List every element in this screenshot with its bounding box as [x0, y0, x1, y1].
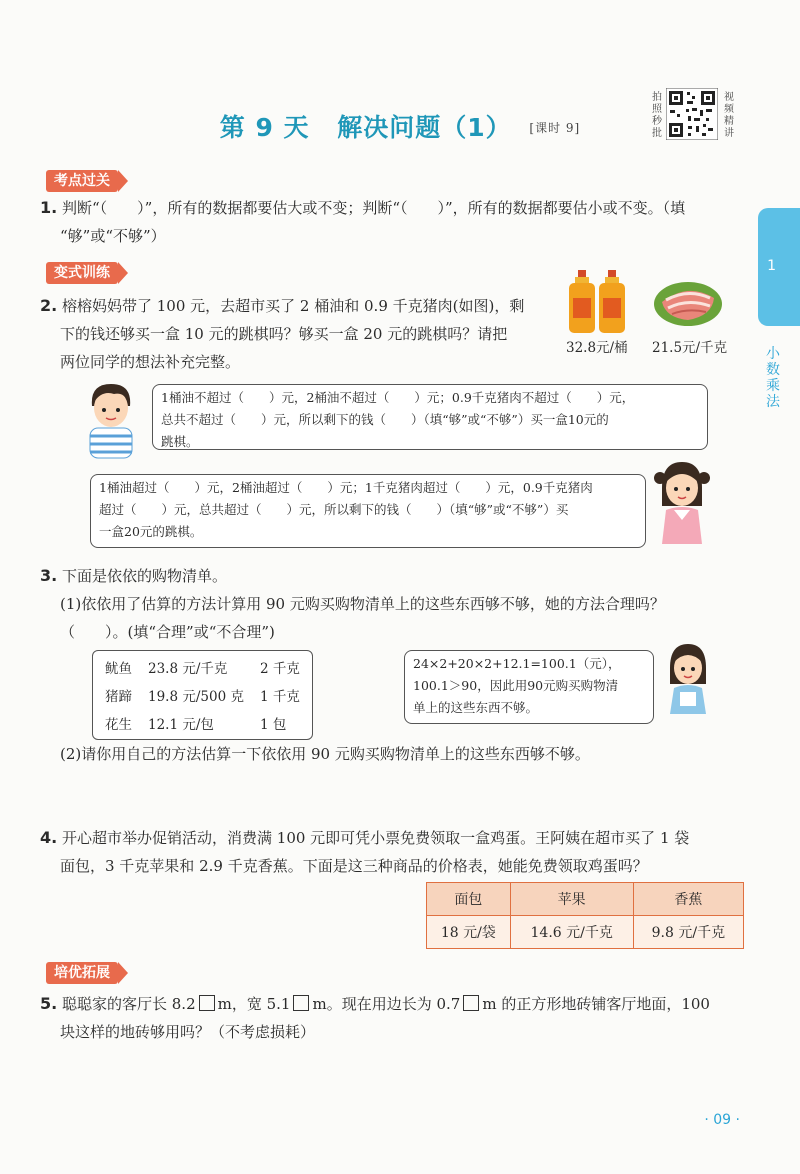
header-cell: 香蕉	[633, 883, 743, 916]
bubble-line: 总共不超过（ ）元，所以剩下的钱（ ）（填“够”或“不够”）买一盒10元的	[161, 412, 609, 427]
question-3	[40, 562, 760, 646]
question-number: 4.	[40, 828, 58, 847]
question-number: 5.	[40, 994, 58, 1013]
blank-box[interactable]	[293, 995, 309, 1011]
question-1	[40, 194, 760, 250]
item-price: 12.1 元/包	[148, 717, 214, 733]
item-qty: 1 千克	[259, 689, 300, 705]
item-price: 19.8 元/500 克	[148, 689, 244, 705]
price-table	[426, 882, 744, 949]
shopping-list	[92, 650, 313, 740]
girl-illustration	[652, 458, 712, 546]
question-text: 榕榕妈妈带了 100 元，去超市买了 2 桶油和 0.9 千克猪肉(如图)，剩	[62, 297, 525, 315]
bubble-line: 跳棋。	[161, 434, 199, 449]
price-cell: 18 元/袋	[427, 916, 511, 949]
bubble-line: 单上的这些东西不够。	[413, 700, 539, 715]
table-row	[97, 653, 308, 681]
table-row	[427, 916, 744, 949]
question-4	[40, 824, 770, 880]
question-text: （ ）。(填“合理”或“不合理”)	[60, 623, 275, 641]
question-text: 面包，3 千克苹果和 2.9 千克香蕉。下面是这三种商品的价格表，她能免费领取鸡蛋吗？	[60, 857, 648, 875]
question-3-part-2: (2)请你用自己的方法估算一下依依用 90 元购买购物清单上的这些东西够不够。	[60, 745, 590, 763]
bubble-line: 24×2+20×2+12.1=100.1（元），	[413, 656, 621, 671]
item-qty: 2 千克	[259, 661, 300, 677]
blank-box[interactable]	[199, 995, 215, 1011]
blank-box[interactable]	[463, 995, 479, 1011]
bubble-line: 1桶油不超过（ ）元，2桶油不超过（ ）元；0.9千克猪肉不超过（ ）元，	[161, 390, 635, 405]
qr-right-caption: 视频精讲	[724, 92, 734, 139]
header-cell: 面包	[427, 883, 511, 916]
boy-speech-bubble	[152, 384, 708, 450]
question-text: m。现在用边长为 0.7	[312, 995, 461, 1013]
question-text: “够”或“不够”）	[60, 227, 166, 245]
question-text: 块这样的地砖够用吗？（不考虑损耗）	[60, 1023, 316, 1041]
question-text: 判断“（ ）”，所有的数据都要估大或不变；判断“（ ）”，所有的数据都要估小或不变。（填	[62, 199, 686, 217]
question-text: 开心超市举办促销活动，消费满 100 元即可凭小票免费领取一盒鸡蛋。王阿姨在超市买了 1 袋	[62, 829, 690, 847]
question-text: 下面是依依的购物清单。	[62, 567, 228, 585]
table-row	[97, 709, 308, 737]
item-name: 猪蹄	[105, 689, 132, 705]
chapter-title: 小数乘法	[766, 346, 780, 410]
item-name: 鱿鱼	[105, 661, 132, 677]
price-cell: 9.8 元/千克	[633, 916, 743, 949]
section-header-bianshi: 变式训练	[46, 262, 118, 284]
bubble-line: 100.1＞90，因此用90元购买购物清	[413, 678, 619, 693]
price-cell: 14.6 元/千克	[510, 916, 633, 949]
question-text: 下的钱还够买一盒 10 元的跳棋吗？够买一盒 20 元的跳棋吗？请把	[60, 325, 508, 343]
chapter-tab	[758, 208, 800, 326]
boy-illustration	[80, 380, 142, 460]
yiyi-speech-bubble	[404, 650, 654, 724]
bubble-line: 超过（ ）元，总共超过（ ）元，所以剩下的钱（ ）（填“够”或“不够”）买	[99, 502, 569, 517]
header-cell: 苹果	[510, 883, 633, 916]
question-text: 两位同学的想法补充完整。	[60, 353, 241, 371]
question-number: 3.	[40, 566, 58, 585]
question-number: 2.	[40, 296, 58, 315]
question-5	[40, 990, 770, 1046]
bubble-line: 一盒20元的跳棋。	[99, 524, 203, 539]
question-text: 聪聪家的客厅长 8.2	[62, 995, 196, 1013]
item-price: 23.8 元/千克	[148, 661, 228, 677]
section-header-peiyou: 培优拓展	[46, 962, 118, 984]
yiyi-illustration	[662, 640, 714, 716]
qr-code-icon	[666, 88, 718, 140]
section-header-kaodian: 考点过关	[46, 170, 118, 192]
girl-speech-bubble	[90, 474, 646, 548]
question-text: m，宽 5.1	[217, 995, 291, 1013]
qr-left-caption: 拍照秒批	[652, 92, 662, 139]
topic-label: 解决问题（1）	[337, 113, 512, 142]
bubble-line: 1桶油超过（ ）元，2桶油超过（ ）元；1千克猪肉超过（ ）元，0.9千克猪肉	[99, 480, 593, 495]
day-label: 第 9 天	[219, 113, 310, 142]
item-name: 花生	[105, 717, 132, 733]
pork-image	[652, 276, 724, 328]
lesson-label: [课时 9]	[529, 121, 581, 135]
shopping-list-table	[97, 653, 308, 737]
oil-bottles-image	[566, 268, 632, 334]
question-number: 1.	[40, 198, 58, 217]
oil-price: 32.8元/桶	[566, 340, 628, 356]
pork-price: 21.5元/千克	[652, 340, 728, 356]
chapter-tab-number: 1	[767, 258, 776, 274]
question-text: (1)依依用了估算的方法计算用 90 元购买购物清单上的这些东西够不够，她的方法合理吗？	[60, 595, 665, 613]
item-qty: 1 包	[259, 717, 287, 733]
question-2	[40, 292, 560, 376]
question-text: m 的正方形地砖铺客厅地面，100	[482, 995, 710, 1013]
table-row	[97, 681, 308, 709]
table-header-row	[427, 883, 744, 916]
page-number: · 09 ·	[704, 1112, 740, 1128]
